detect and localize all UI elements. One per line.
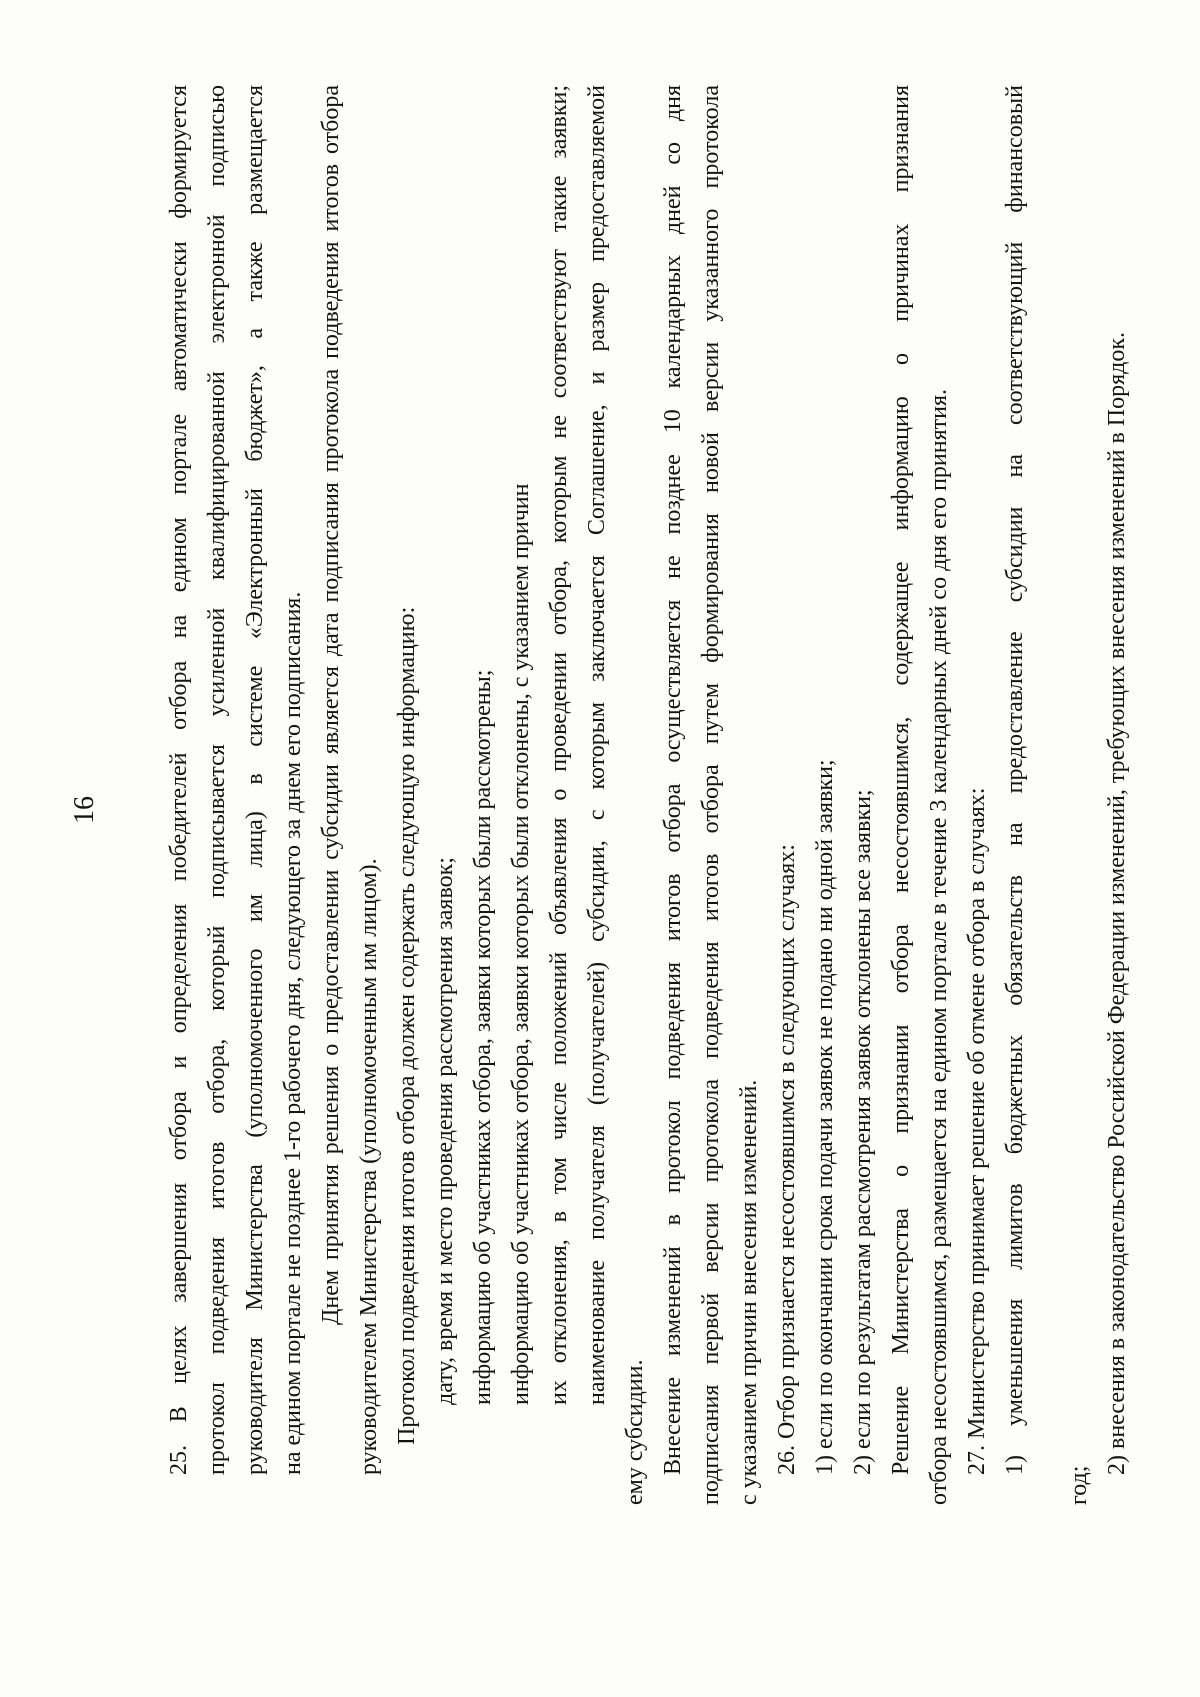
text-line: наименование получателя (получателей) субсидии, с которым заключается Соглашение, и размер предоставляемой	[584, 85, 610, 1405]
text-line: подписания первой версии протокола подведения итогов отбора путем формирования новой версии указанного протокола	[698, 85, 724, 1505]
text-line: ему субсидии.	[622, 1359, 648, 1505]
text-line: протокол подведения итогов отбора, который подписывается усиленной квалифицированной электронной подписью	[204, 85, 230, 1475]
text-line: руководителем Министерства (уполномоченным им лицом).	[356, 858, 382, 1475]
text-line: с указанием причин внесения изменений.	[736, 1079, 762, 1505]
text-line: 25. В целях завершения отбора и определения победителей отбора на едином портале автоматически формируется	[166, 85, 192, 1475]
text-line: 1) уменьшения лимитов бюджетных обязательств на предоставление субсидии на соответствующий финансовый	[1002, 85, 1028, 1475]
text-line: информацию об участниках отбора, заявки которых были рассмотрены;	[470, 669, 496, 1405]
text-line: 1) если по окончании срока подачи заявок не подано ни одной заявки;	[812, 759, 838, 1475]
text-line: Решение Министерства о признании отбора несостоявшимся, содержащее информацию о причинах признания	[888, 85, 914, 1475]
text-line: информацию об участниках отбора, заявки которых были отклонены, с указанием причин	[508, 483, 534, 1405]
text-line: год;	[1066, 1465, 1092, 1505]
text-line: 2) внесения в законодательство Российской Федерации изменений, требующих внесения изменений в Порядок.	[1104, 331, 1130, 1475]
text-line: 27. Министерство принимает решение об отмене отбора в случаях:	[964, 787, 990, 1475]
text-line: Днем принятия решения о предоставлении субсидии является дата подписания протокола подведения итогов отбора	[318, 85, 344, 1325]
text-line: отбора несостоявшимся, размещается на едином портале в течение 3 календарных дней со дня его принятия.	[926, 388, 952, 1505]
text-line: Протокол подведения итогов отбора должен содержать следующую информацию:	[394, 606, 420, 1445]
text-line: их отклонения, в том числе положений объявления о проведении отбора, которым не соответствуют такие заявки;	[546, 85, 572, 1405]
text-line: дату, время и место проведения рассмотрения заявок;	[432, 857, 458, 1405]
text-line: 2) если по результатам рассмотрения заявок отклонены все заявки;	[850, 789, 876, 1475]
text-line: руководителя Министерства (уполномоченного им лица) в системе «Электронный бюджет», а также размещается	[242, 85, 268, 1475]
page-number: 16	[69, 796, 100, 824]
text-line: 26. Отбор признается несостоявшимся в следующих случаях:	[774, 844, 800, 1475]
text-line: на едином портале не позднее 1-го рабочего дня, следующего за днем его подписания.	[280, 591, 306, 1475]
text-line: Внесение изменений в протокол подведения итогов отбора осуществляется не позднее 10 календарных дней со дня	[660, 85, 686, 1475]
rotated-page-content	[69, 85, 1130, 1535]
